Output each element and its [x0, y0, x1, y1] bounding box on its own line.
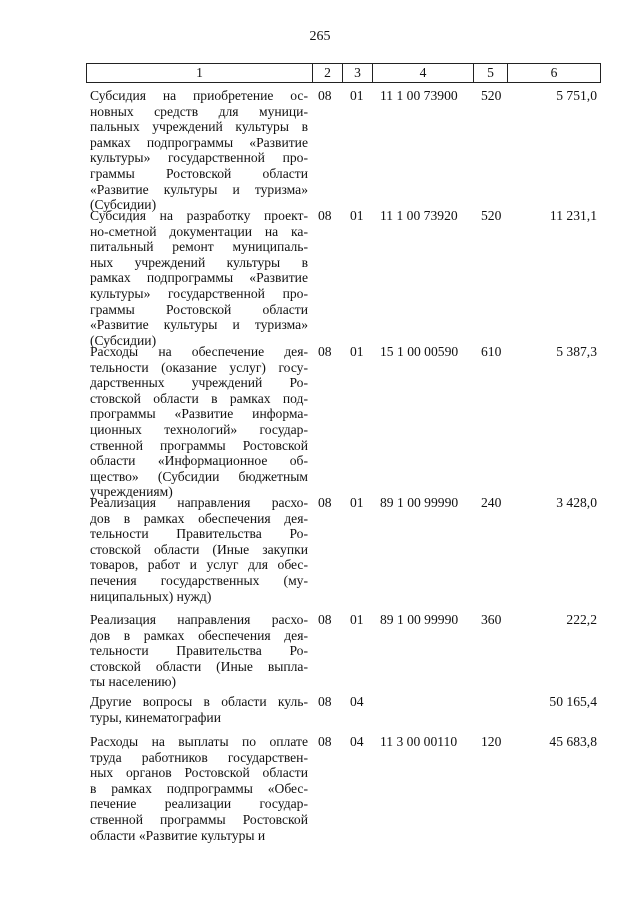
description-line: (Субсидии) [90, 197, 157, 213]
table-row [86, 734, 601, 843]
description-line: ственной программы Ростовской [90, 811, 308, 827]
header-col-6: 6 [550, 65, 558, 80]
expense-type-code: 610 [481, 344, 502, 359]
description-line: в рамках подпрограммы «Обес- [90, 780, 308, 796]
description-line: культуры» государственной про- [90, 150, 308, 166]
description-line: учреждениям) [90, 484, 173, 500]
description-line: пальных учреждений культуры в [90, 119, 308, 135]
description-line: рамках подпрограммы «Развитие [90, 134, 308, 150]
table-row [86, 344, 601, 500]
header-col-1: 1 [87, 64, 313, 82]
amount: 11 231,1 [549, 208, 597, 223]
description-line: ционных технологий» государ- [90, 421, 308, 437]
description-line: печения государственных (му- [90, 572, 308, 588]
table-row [86, 88, 601, 213]
section-code: 08 [318, 734, 332, 749]
section-code: 08 [318, 612, 332, 627]
row-description [90, 88, 308, 213]
table-row [86, 495, 601, 604]
description-line: новных средств для муници- [90, 103, 308, 119]
description-line: стовской области (Иные закупки [90, 541, 308, 557]
description-line: ственной программы Ростовской [90, 437, 308, 453]
description-line: ных органов Ростовской области [90, 765, 308, 781]
description-line: тельности (оказание услуг) госу- [90, 359, 308, 375]
description-line: тельности Правительства Ро- [90, 526, 308, 542]
description-line: области «Развитие культуры и [90, 827, 266, 843]
table-row [86, 694, 601, 725]
section-code: 08 [318, 88, 332, 103]
page-number: 265 [309, 29, 331, 44]
description-line: Субсидия на приобретение ос- [90, 88, 308, 103]
row-description [90, 734, 308, 843]
row-description [90, 612, 308, 690]
subsection-code: 01 [350, 495, 364, 510]
description-line: программы «Развитие информа- [90, 406, 308, 422]
target-article-code: 15 1 00 00590 [380, 344, 459, 359]
expense-type-code: 520 [481, 208, 502, 223]
subsection-code: 04 [350, 734, 364, 749]
section-code: 08 [318, 694, 332, 709]
section-code: 08 [318, 344, 332, 359]
description-line: рамках подпрограммы «Развитие [90, 270, 308, 286]
header-col-4: 4 [373, 64, 474, 82]
description-line: «Развитие культуры и туризма» [90, 181, 308, 197]
row-description [90, 344, 308, 500]
target-article-code: 11 1 00 73900 [380, 88, 458, 103]
description-line: (Субсидии) [90, 332, 157, 348]
description-line: питальный ремонт муниципаль- [90, 239, 308, 255]
header-col-3: 3 [343, 64, 373, 82]
description-line: дов в рамках обеспечения дея- [90, 627, 308, 643]
header-col-5: 5 [474, 64, 508, 82]
amount: 222,2 [566, 612, 597, 627]
description-line: дарственных учреждений Ро- [90, 375, 308, 391]
description-line: Расходы на выплаты по оплате [90, 734, 308, 749]
target-article-code: 11 1 00 73920 [380, 208, 458, 223]
expense-type-code: 240 [481, 495, 502, 510]
description-line: Реализация направления расхо- [90, 612, 308, 627]
amount: 3 428,0 [556, 495, 597, 510]
description-line: туры, кинематографии [90, 709, 221, 725]
subsection-code: 01 [350, 612, 364, 627]
expense-type-code: 360 [481, 612, 502, 627]
description-line: но-сметной документации на ка- [90, 223, 308, 239]
table-row [86, 208, 601, 348]
row-description [90, 495, 308, 604]
description-line: труда работников государствен- [90, 749, 308, 765]
header-col-2: 2 [313, 64, 343, 82]
description-line: «Развитие культуры и туризма» [90, 317, 308, 333]
expense-type-code: 520 [481, 88, 502, 103]
row-description [90, 208, 308, 348]
description-line: стовской области в рамках под- [90, 390, 308, 406]
amount: 5 387,3 [556, 344, 597, 359]
description-line: ниципальных) нужд) [90, 588, 212, 604]
amount: 50 165,4 [549, 694, 597, 709]
description-line: граммы Ростовской области [90, 165, 308, 181]
amount: 45 683,8 [549, 734, 597, 749]
description-line: Субсидия на разработку проект- [90, 208, 308, 223]
row-description [90, 694, 308, 725]
description-line: товаров, работ и услуг для обес- [90, 557, 308, 573]
description-line: стовской области (Иные выпла- [90, 658, 308, 674]
description-line: тельности Правительства Ро- [90, 643, 308, 659]
description-line: Расходы на обеспечение дея- [90, 344, 308, 359]
description-line: области «Информационное об- [90, 453, 308, 469]
description-line: граммы Ростовской области [90, 301, 308, 317]
target-article-code: 89 1 00 99990 [380, 495, 459, 510]
section-code: 08 [318, 495, 332, 510]
description-line: дов в рамках обеспечения дея- [90, 510, 308, 526]
target-article-code: 89 1 00 99990 [380, 612, 459, 627]
amount: 5 751,0 [556, 88, 597, 103]
target-article-code: 11 3 00 00110 [380, 734, 458, 749]
description-line: ты населению) [90, 674, 177, 690]
description-line: щество» (Субсидии бюджетным [90, 468, 308, 484]
table-row [86, 612, 601, 690]
subsection-code: 04 [350, 694, 364, 709]
subsection-code: 01 [350, 208, 364, 223]
subsection-code: 01 [350, 88, 364, 103]
section-code: 08 [318, 208, 332, 223]
subsection-code: 01 [350, 344, 364, 359]
table-header [86, 63, 601, 83]
description-line: Другие вопросы в области куль- [90, 694, 308, 709]
expense-type-code: 120 [481, 734, 502, 749]
description-line: печение реализации государ- [90, 796, 308, 812]
description-line: культуры» государственной про- [90, 285, 308, 301]
description-line: Реализация направления расхо- [90, 495, 308, 510]
description-line: ных учреждений культуры в [90, 254, 308, 270]
